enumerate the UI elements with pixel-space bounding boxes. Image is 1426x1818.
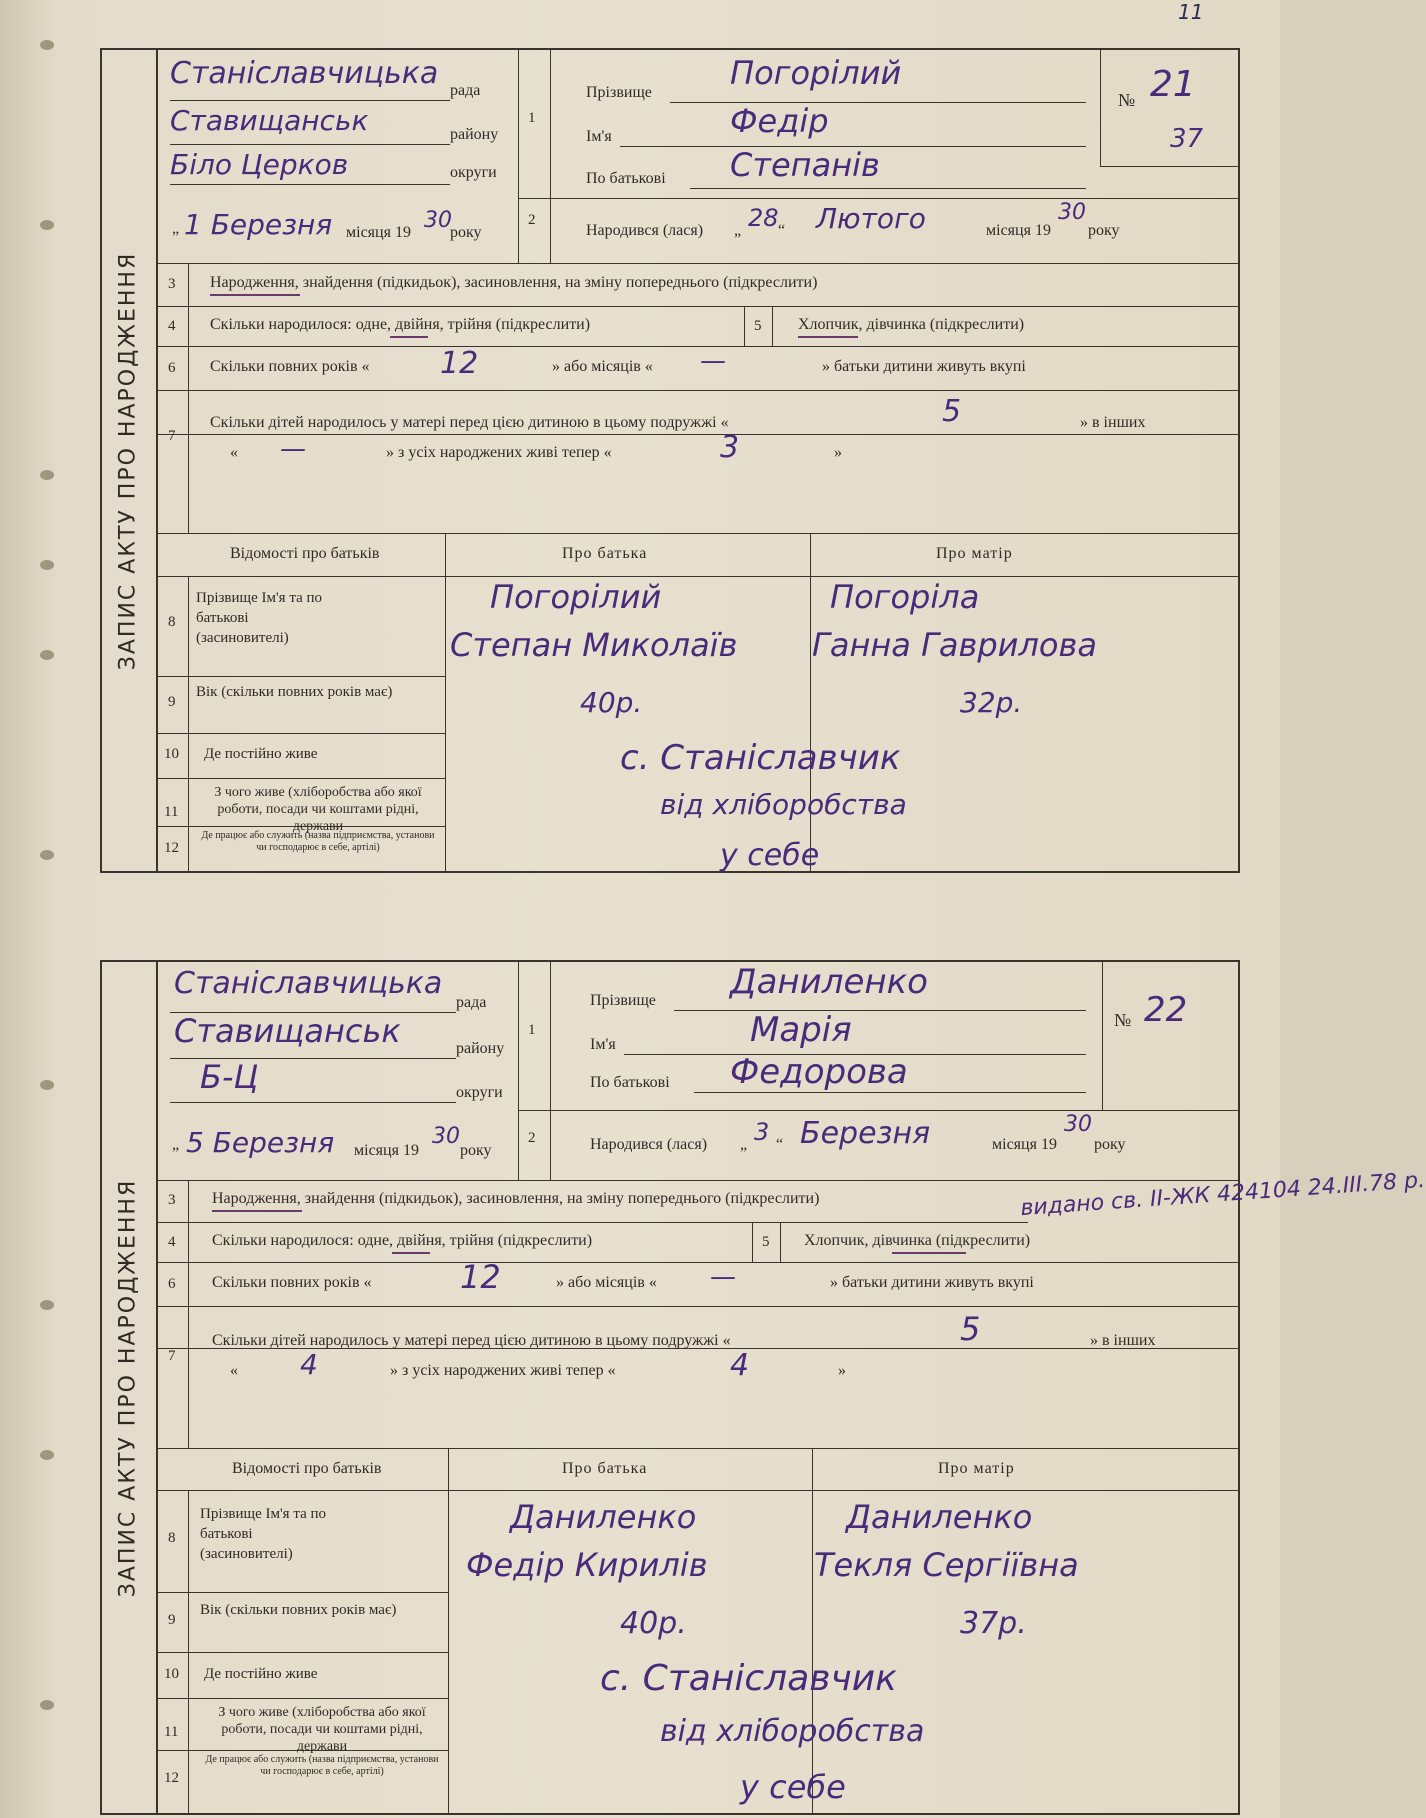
form-title-vertical: ЗАПИС АКТУ ПРО НАРОДЖЕННЯ (100, 960, 158, 1815)
mother-surname: Погоріла (830, 578, 980, 616)
workplace: у себе (720, 838, 820, 873)
birth-month: Лютого (816, 202, 926, 235)
father-name: Степан Миколаїв (450, 626, 738, 664)
child-surname: Погорілий (730, 54, 902, 92)
page-number: 11 (1178, 0, 1204, 24)
registration-year: 30 (432, 1124, 460, 1149)
record-number: 21 (1150, 64, 1196, 105)
children-other-marriages: — (280, 434, 306, 464)
birth-day: 28 (748, 204, 779, 232)
record-number: 22 (1144, 990, 1188, 1030)
birth-record-1: ЗАПИС АКТУ ПРО НАРОДЖЕННЯ Станіславчицька рада Ставищанськ району Біло Церков округи „ 1 Березня місяця 19 30 року 1 2 Прізвище Погорілий Ім'я Федір По батькові Степанів № 21 37 Народився (лася) „ 28 “ Лютого місяця 19 30 року 3 Народження, знайдення (підкидьок), засиновлення, на зміну попереднього (підкреслити) 4 Скільки народилося: одне, двійня, трійня (підкреслити) 5 Хлопчик, дівчинка (підкреслити) 6 Скільки повних років « 12 » або місяців « — » батьки дитини живуть вкупі 7 Скільки дітей народилось у матері перед цією дитиною в цьому подружжі « 5 » в інших « — » з усіх народжених живі тепер « 3 » Відомості про батьків Про батька Про матір 8 Прізвище Ім'я та по батькові (засиновителі) 9 Вік (скільки повних років має) 10 Де постійно живе 11 З чого живе (хліборобства або якої роботи, посади чи коштами рідні, держави 12 Де працює або служить (назва підприємства, установи чи господарює в себе, артілі) Погорілий Степан Миколаїв Погоріла Ганна Гаврилова 40р. 32р. с. Станіславчик від хліборобства у себе (100, 48, 1240, 873)
children-this-marriage: 5 (960, 1310, 981, 1348)
mother-age: 37р. (960, 1606, 1027, 1641)
row4-text: Скільки народилося: одне, двійня, трійня (підкреслити) (210, 316, 591, 333)
okruh-value: Біло Церков (170, 148, 349, 181)
residence: с. Станіславчик (620, 738, 901, 778)
child-name: Марія (750, 1010, 852, 1050)
father-age: 40р. (620, 1606, 687, 1641)
raion-value: Ставищанськ (174, 1012, 401, 1050)
record-number-2: 37 (1170, 124, 1204, 154)
mother-age: 32р. (960, 686, 1023, 719)
mother-name: Ганна Гаврилова (812, 626, 1097, 664)
children-this-marriage: 5 (942, 394, 962, 429)
child-patronymic: Федорова (730, 1052, 908, 1092)
years-together: 12 (440, 346, 479, 381)
workplace: у себе (740, 1768, 846, 1806)
issuance-note: видано св. II-ЖК 424104 24.III.78 р. (1019, 1167, 1426, 1222)
registration-date: 5 Березня (186, 1126, 335, 1159)
birth-record-2: ЗАПИС АКТУ ПРО НАРОДЖЕННЯ Станіславчицька рада Ставищанськ району Б-Ц округи „ 5 Березня місяця 19 30 року 1 2 Прізвище Даниленко Ім'я Марія По батькові Федорова № 22 Народився (лася) „ 3 “ Березня місяця 19 30 року 3 Народження, знайдення (підкидьок), засиновлення, на зміну попереднього (підкреслити) видано св. II-ЖК 424104 24.III.78 р. 4 Скільки народилося: одне, двійня, трійня (підкреслити) 5 Хлопчик, дівчинка (підкреслити) 6 Скільки повних років « 12 » або місяців « — » батьки дитини живуть вкупі 7 Скільки дітей народилось у матері перед цією дитиною в цьому подружжі « 5 » в інших « 4 » з усіх народжених живі тепер « 4 » Відомості про батьків Про батька Про матір 8 Прізвище Ім'я та по батькові (засиновителі) 9 Вік (скільки повних років має) 10 Де постійно живе 11 З чого живе (хліборобства або якої роботи, посади чи коштами рідні, держави 12 Де працює або служить (назва підприємства, установи чи господарює в себе, артілі) Даниленко Федір Кирилів Даниленко Текля Сергіївна 40р. 37р. с. Станіславчик від хліборобства у себе (100, 960, 1240, 1815)
months-together: — (710, 1262, 736, 1292)
mother-surname: Даниленко (846, 1498, 1033, 1536)
birth-year: 30 (1058, 200, 1086, 225)
livelihood: від хліборобства (660, 788, 907, 821)
mother-name: Текля Сергіївна (814, 1546, 1079, 1584)
father-name: Федір Кирилів (466, 1546, 708, 1584)
registration-year: 30 (424, 208, 452, 233)
birth-day: 3 (754, 1118, 770, 1146)
father-surname: Погорілий (490, 578, 662, 616)
form-title-vertical: ЗАПИС АКТУ ПРО НАРОДЖЕННЯ (100, 48, 158, 873)
rada-value: Станіславчицька (174, 966, 443, 1001)
rada-label: рада (450, 82, 481, 99)
child-patronymic: Степанів (730, 146, 880, 184)
raion-value: Ставищанськ (170, 104, 369, 137)
birth-month: Березня (800, 1116, 931, 1151)
raion-label: району (450, 126, 499, 143)
children-other-marriages: 4 (300, 1348, 318, 1381)
registration-date: 1 Березня (184, 208, 333, 241)
child-name: Федір (730, 102, 829, 140)
father-age: 40р. (580, 686, 643, 719)
residence: с. Станіславчик (600, 1658, 897, 1699)
child-surname: Даниленко (730, 962, 928, 1002)
years-together: 12 (460, 1258, 501, 1296)
birth-year: 30 (1064, 1112, 1092, 1137)
months-together: — (700, 346, 726, 376)
children-alive: 4 (730, 1348, 750, 1383)
okruh-value: Б-Ц (200, 1058, 259, 1096)
children-alive: 3 (720, 430, 740, 465)
father-surname: Даниленко (510, 1498, 697, 1536)
row5-text: Хлопчик, дівчинка (підкреслити) (798, 316, 1025, 333)
row3-text: Народження, знайдення (підкидьок), засиновлення, на зміну попереднього (підкреслити) (210, 274, 818, 291)
okruh-label: округи (450, 164, 497, 181)
livelihood: від хліборобства (660, 1714, 925, 1749)
rada-value: Станіславчицька (170, 56, 439, 91)
